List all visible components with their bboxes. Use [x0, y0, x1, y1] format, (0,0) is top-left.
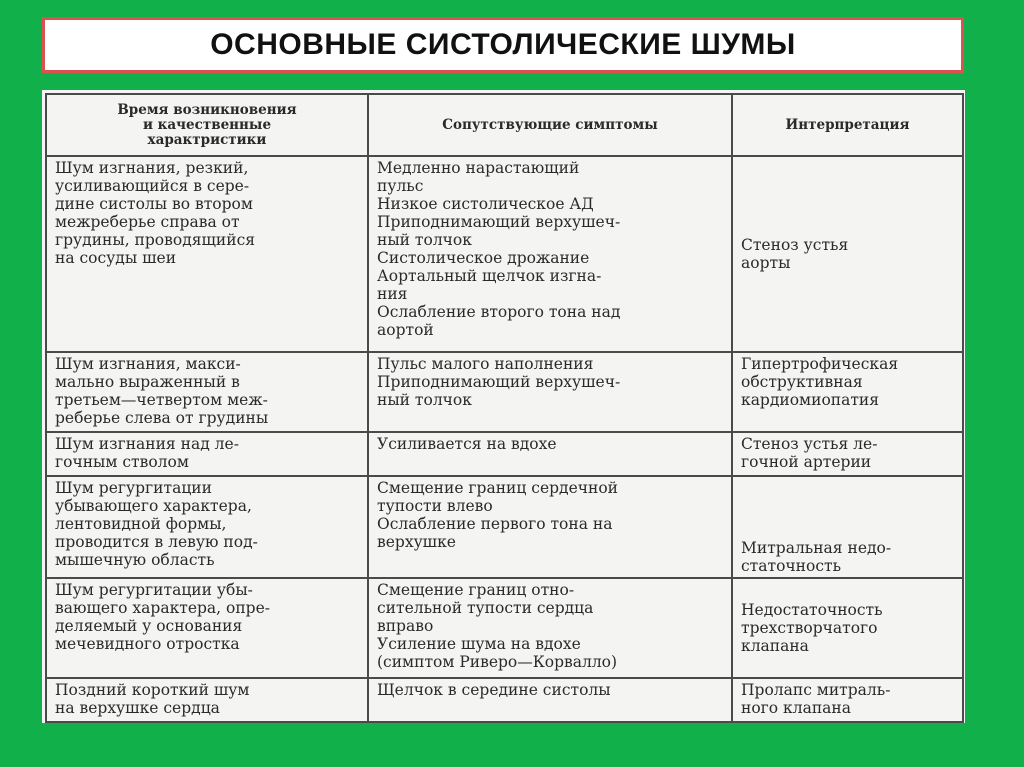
header-symptoms: Сопутствующие симптомы [368, 94, 732, 156]
systolic-murmurs-table [45, 93, 964, 723]
cell-symptoms: Пульс малого наполнения Приподнимающий верхушеч- ный толчок [368, 352, 732, 432]
table-row [46, 678, 963, 722]
cell-symptoms: Щелчок в середине систолы [368, 678, 732, 722]
cell-interpretation: Стеноз устья аорты [732, 156, 963, 352]
cell-interpretation: Гипертрофическая обструктивная кардиомиопатия [732, 352, 963, 432]
table-row [46, 352, 963, 432]
cell-timing: Шум изгнания, макси- мально выраженный в третьем—четвертом меж- реберье слева от грудины [46, 352, 368, 432]
table-row [46, 578, 963, 678]
cell-interpretation: Стеноз устья ле- гочной артерии [732, 432, 963, 476]
header-timing: Время возникновения и качественные характристики [46, 94, 368, 156]
table-header-row [46, 94, 963, 156]
table-row [46, 476, 963, 578]
cell-symptoms: Смещение границ отно- сительной тупости сердца вправо Усиление шума на вдохе (симптом Риверо—Корвалло) [368, 578, 732, 678]
header-interpretation: Интерпретация [732, 94, 963, 156]
table-row [46, 432, 963, 476]
cell-timing: Шум регургитации убывающего характера, лентовидной формы, проводится в левую под- мышечную область [46, 476, 368, 578]
cell-symptoms: Медленно нарастающий пульс Низкое систолическое АД Приподнимающий верхушеч- ный толчок Систолическое дрожание Аортальный щелчок изгна- ния Ослабление второго тона над аортой [368, 156, 732, 352]
cell-symptoms: Усиливается на вдохе [368, 432, 732, 476]
cell-timing: Шум изгнания, резкий, усиливающийся в сере- дине систолы во втором межреберье справа от грудины, проводящийся на сосуды шеи [46, 156, 368, 352]
slide-title: ОСНОВНЫЕ СИСТОЛИЧЕСКИЕ ШУМЫ [210, 28, 796, 61]
cell-timing: Поздний короткий шум на верхушке сердца [46, 678, 368, 722]
cell-interpretation: Митральная недо- статочность [732, 476, 963, 578]
title-box [42, 17, 964, 73]
table-container [42, 90, 965, 723]
cell-timing: Шум регургитации убы- вающего характера, опре- деляемый у основания мечевидного отростка [46, 578, 368, 678]
cell-symptoms: Смещение границ сердечной тупости влево Ослабление первого тона на верхушке [368, 476, 732, 578]
cell-interpretation: Пролапс митраль- ного клапана [732, 678, 963, 722]
cell-interpretation: Недостаточность трехстворчатого клапана [732, 578, 963, 678]
table-row [46, 156, 963, 352]
cell-timing: Шум изгнания над ле- гочным стволом [46, 432, 368, 476]
